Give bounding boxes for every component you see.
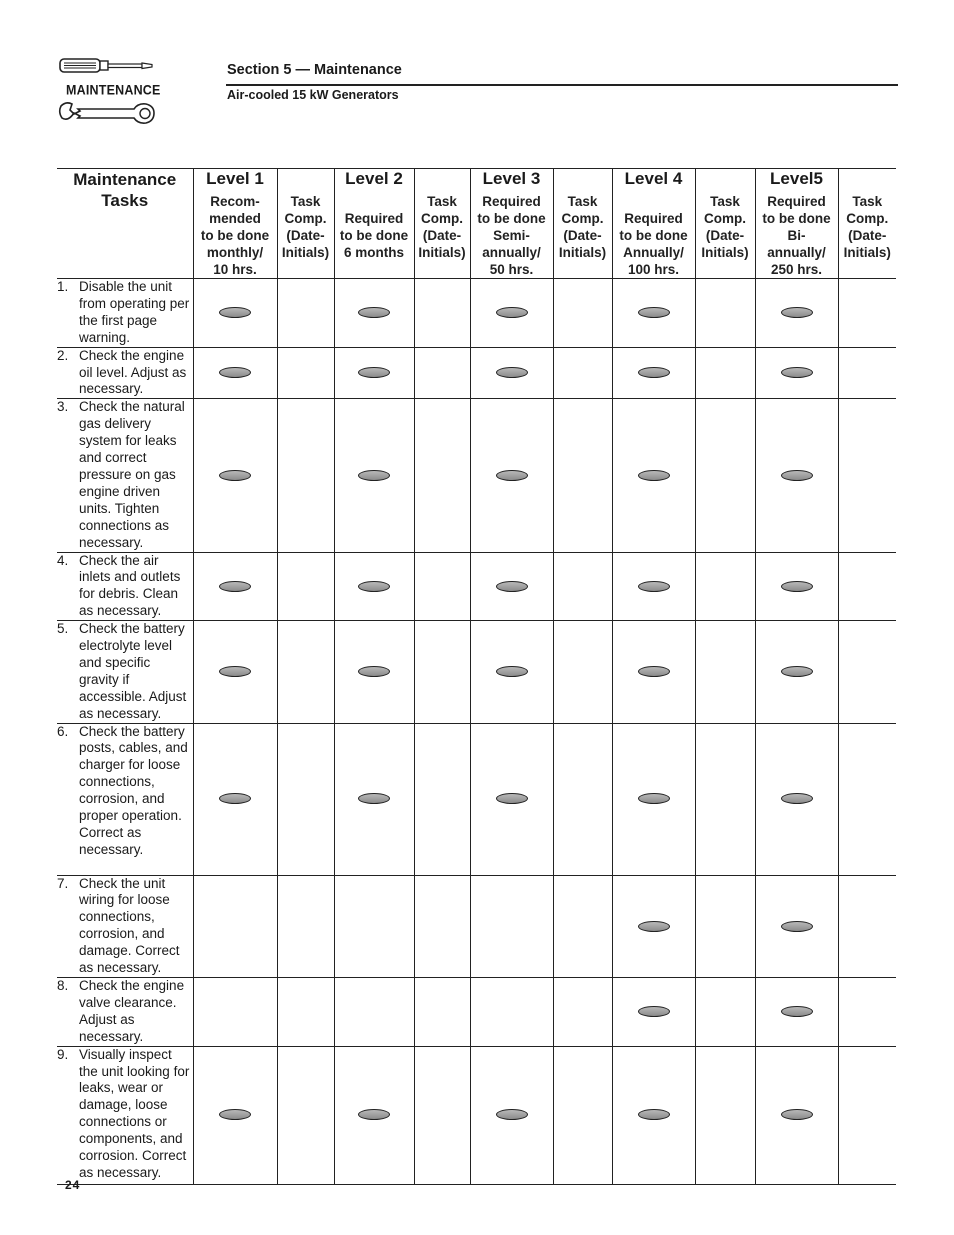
table-row: [57, 552, 896, 621]
task-completion-cell[interactable]: [277, 621, 334, 723]
level-4-header: [612, 169, 695, 279]
level-1-cell: [193, 621, 277, 723]
required-oval-icon: [781, 470, 813, 481]
required-oval-icon: [358, 666, 390, 677]
level-4-cell: [612, 552, 695, 621]
table-header-row: [57, 169, 896, 279]
task-completion-cell[interactable]: [277, 875, 334, 977]
task-completion-cell[interactable]: [414, 399, 470, 552]
required-oval-icon: [219, 307, 251, 318]
table-row: [57, 978, 896, 1047]
task-completion-cell[interactable]: [277, 723, 334, 875]
task-description: [57, 621, 193, 723]
task-text: Check the engine oil level. Adjust as necessary.: [79, 347, 187, 397]
task-completion-cell[interactable]: [838, 978, 896, 1047]
maintenance-tasks-label: Maintenance Tasks: [73, 170, 177, 210]
task-completion-cell[interactable]: [695, 1046, 755, 1184]
required-oval-icon: [638, 307, 670, 318]
page-number: 24: [65, 1178, 81, 1192]
table-row: [57, 279, 896, 348]
task-completion-cell[interactable]: [553, 552, 612, 621]
level-5-header: [755, 169, 838, 279]
level-title: Level 2: [345, 169, 403, 188]
task-number: 3.: [57, 399, 69, 415]
table-row: [57, 347, 896, 399]
level-1-cell: [193, 347, 277, 399]
level-5-cell: [755, 347, 838, 399]
required-oval-icon: [496, 1109, 528, 1120]
task-completion-cell[interactable]: [414, 723, 470, 875]
task-completion-cell[interactable]: [695, 723, 755, 875]
task-completion-cell[interactable]: [695, 978, 755, 1047]
required-oval-icon: [358, 470, 390, 481]
task-completion-cell[interactable]: [414, 621, 470, 723]
section-title: Section 5 — Maintenance: [227, 62, 402, 78]
required-oval-icon: [219, 793, 251, 804]
task-completion-cell[interactable]: [695, 552, 755, 621]
task-number: 6.: [57, 723, 69, 739]
required-oval-icon: [358, 1109, 390, 1120]
wrench-icon: [58, 100, 158, 128]
level-2-cell: [334, 723, 414, 875]
task-description: [57, 399, 193, 552]
level-3-cell: [470, 552, 553, 621]
level-interval-description: Required to be done Semi- annually/ 50 hrs.: [477, 194, 546, 277]
required-oval-icon: [219, 470, 251, 481]
task-completion-cell[interactable]: [553, 1046, 612, 1184]
required-oval-icon: [358, 307, 390, 318]
task-completion-cell[interactable]: [414, 279, 470, 348]
task-completion-cell[interactable]: [838, 279, 896, 348]
required-oval-icon: [781, 1006, 813, 1017]
required-oval-icon: [496, 793, 528, 804]
task-description: [57, 1046, 193, 1184]
level-1-cell: [193, 399, 277, 552]
task-completion-cell[interactable]: [277, 399, 334, 552]
level-3-cell: [470, 279, 553, 348]
level-3-header: [470, 169, 553, 279]
required-oval-icon: [358, 367, 390, 378]
level-5-cell: [755, 978, 838, 1047]
task-completion-header: [838, 169, 896, 279]
required-oval-icon: [638, 793, 670, 804]
task-completion-label: Task Comp. (Date- Initials): [281, 194, 330, 260]
level-1-cell: [193, 1046, 277, 1184]
level-4-cell: [612, 723, 695, 875]
level-4-cell: [612, 347, 695, 399]
task-description: [57, 279, 193, 348]
level-3-cell: [470, 1046, 553, 1184]
task-description: [57, 552, 193, 621]
task-completion-label: Task Comp. (Date- Initials): [418, 194, 466, 260]
level-1-header: [193, 169, 277, 279]
level-1-cell: [193, 875, 277, 977]
task-completion-header: [277, 169, 334, 279]
level-1-cell: [193, 978, 277, 1047]
screwdriver-icon: [58, 56, 158, 78]
level-3-cell: [470, 347, 553, 399]
required-oval-icon: [638, 1006, 670, 1017]
task-text: Disable the unit from operating per the first page warning.: [79, 279, 190, 345]
task-text: Visually inspect the unit looking for leaks, wear or damage, loose connections or components, and corrosion. Correct as necessary.: [79, 1046, 190, 1180]
task-number: 8.: [57, 978, 69, 993]
level-2-cell: [334, 552, 414, 621]
level-3-cell: [470, 723, 553, 875]
level-2-cell: [334, 875, 414, 977]
task-rows: [57, 279, 896, 1185]
required-oval-icon: [219, 581, 251, 592]
level-interval-description: Recom- mended to be done monthly/ 10 hrs.: [200, 194, 270, 277]
required-oval-icon: [358, 581, 390, 592]
task-completion-cell[interactable]: [695, 399, 755, 552]
task-completion-cell[interactable]: [277, 279, 334, 348]
task-text: Check the battery electrolyte level and specific gravity if accessible. Adjust as necessary.: [79, 621, 187, 721]
maintenance-schedule-table: [57, 168, 896, 1185]
level-interval-description: Required to be done Bi- annually/ 250 hrs.: [762, 194, 831, 277]
task-completion-cell[interactable]: [838, 875, 896, 977]
task-completion-cell[interactable]: [695, 875, 755, 977]
table-row: [57, 399, 896, 552]
task-completion-cell[interactable]: [553, 621, 612, 723]
level-3-cell: [470, 875, 553, 977]
maintenance-tasks-header: [57, 169, 193, 279]
level-5-cell: [755, 621, 838, 723]
level-4-cell: [612, 279, 695, 348]
task-completion-cell[interactable]: [553, 978, 612, 1047]
task-completion-header: [695, 169, 755, 279]
task-completion-cell[interactable]: [553, 399, 612, 552]
level-interval-description: Required to be done Annually/ 100 hrs.: [619, 211, 688, 277]
level-4-cell: [612, 1046, 695, 1184]
required-oval-icon: [638, 666, 670, 677]
required-oval-icon: [781, 367, 813, 378]
table-row: [57, 875, 896, 977]
level-2-cell: [334, 347, 414, 399]
task-text: Check the engine valve clearance. Adjust as necessary.: [79, 978, 185, 1044]
task-completion-cell[interactable]: [553, 875, 612, 977]
task-completion-cell[interactable]: [838, 723, 896, 875]
required-oval-icon: [781, 1109, 813, 1120]
level-title: Level5: [770, 169, 823, 188]
task-completion-cell[interactable]: [414, 347, 470, 399]
level-4-cell: [612, 978, 695, 1047]
task-completion-header: [414, 169, 470, 279]
required-oval-icon: [781, 921, 813, 932]
required-oval-icon: [219, 367, 251, 378]
required-oval-icon: [781, 307, 813, 318]
task-completion-cell[interactable]: [553, 723, 612, 875]
required-oval-icon: [638, 470, 670, 481]
level-5-cell: [755, 875, 838, 977]
task-completion-cell[interactable]: [277, 552, 334, 621]
level-interval-description: Required to be done 6 months: [339, 211, 409, 260]
level-3-cell: [470, 621, 553, 723]
required-oval-icon: [496, 470, 528, 481]
table-row: [57, 1046, 896, 1184]
required-oval-icon: [638, 921, 670, 932]
level-title: Level 1: [206, 169, 264, 188]
task-number: 4.: [57, 552, 69, 568]
task-completion-cell[interactable]: [553, 347, 612, 399]
required-oval-icon: [781, 666, 813, 677]
task-completion-cell[interactable]: [838, 399, 896, 552]
level-1-cell: [193, 279, 277, 348]
task-completion-cell[interactable]: [553, 279, 612, 348]
task-number: 9.: [57, 1046, 69, 1062]
level-title: Level 4: [624, 169, 683, 188]
task-completion-cell[interactable]: [838, 621, 896, 723]
task-completion-cell[interactable]: [414, 875, 470, 977]
task-completion-label: Task Comp. (Date- Initials): [558, 194, 607, 260]
required-oval-icon: [638, 367, 670, 378]
task-completion-cell[interactable]: [838, 347, 896, 399]
maintenance-logo: [58, 56, 161, 128]
level-5-cell: [755, 399, 838, 552]
required-oval-icon: [358, 793, 390, 804]
level-2-header: [334, 169, 414, 279]
task-completion-cell[interactable]: [838, 1046, 896, 1184]
level-5-cell: [755, 1046, 838, 1184]
required-oval-icon: [496, 581, 528, 592]
required-oval-icon: [638, 1109, 670, 1120]
logo-label: MAINTENANCE: [66, 82, 161, 98]
required-oval-icon: [781, 581, 813, 592]
task-completion-header: [553, 169, 612, 279]
task-completion-cell[interactable]: [838, 552, 896, 621]
task-description: [57, 347, 193, 399]
task-number: 7.: [57, 875, 69, 891]
task-completion-label: Task Comp. (Date- Initials): [701, 194, 749, 260]
level-2-cell: [334, 1046, 414, 1184]
table-row: [57, 723, 896, 875]
required-oval-icon: [219, 1109, 251, 1120]
header-divider: [226, 84, 898, 86]
task-number: 2.: [57, 347, 69, 363]
level-2-cell: [334, 978, 414, 1047]
task-completion-cell[interactable]: [414, 1046, 470, 1184]
required-oval-icon: [219, 666, 251, 677]
level-4-cell: [612, 621, 695, 723]
level-3-cell: [470, 978, 553, 1047]
task-description: [57, 978, 193, 1047]
level-3-cell: [470, 399, 553, 552]
level-1-cell: [193, 723, 277, 875]
level-4-cell: [612, 875, 695, 977]
level-5-cell: [755, 552, 838, 621]
level-2-cell: [334, 621, 414, 723]
task-completion-cell[interactable]: [414, 552, 470, 621]
task-text: Check the battery posts, cables, and charger for loose connections, corrosion, and proper operation. Correct as necessary.: [79, 723, 188, 857]
task-description: [57, 875, 193, 977]
level-1-cell: [193, 552, 277, 621]
task-completion-cell[interactable]: [277, 1046, 334, 1184]
task-number: 1.: [57, 279, 69, 294]
task-completion-label: Task Comp. (Date- Initials): [843, 194, 891, 260]
level-5-cell: [755, 723, 838, 875]
task-completion-cell[interactable]: [695, 347, 755, 399]
task-completion-cell[interactable]: [277, 978, 334, 1047]
level-4-cell: [612, 399, 695, 552]
required-oval-icon: [496, 307, 528, 318]
task-number: 5.: [57, 621, 69, 637]
document-subtitle: Air-cooled 15 kW Generators: [227, 88, 399, 102]
required-oval-icon: [781, 793, 813, 804]
task-text: Check the natural gas delivery system for leaks and correct pressure on gas engine driven units. Tighten connections as necessary.: [79, 399, 185, 550]
level-title: Level 3: [482, 169, 541, 188]
table-row: [57, 621, 896, 723]
required-oval-icon: [638, 581, 670, 592]
required-oval-icon: [496, 666, 528, 677]
task-text: Check the unit wiring for loose connections, corrosion, and damage. Correct as necessary.: [79, 875, 180, 976]
level-2-cell: [334, 279, 414, 348]
required-oval-icon: [496, 367, 528, 378]
task-description: [57, 723, 193, 875]
task-completion-cell[interactable]: [414, 978, 470, 1047]
task-completion-cell[interactable]: [695, 621, 755, 723]
task-completion-cell[interactable]: [695, 279, 755, 348]
task-completion-cell[interactable]: [277, 347, 334, 399]
level-5-cell: [755, 279, 838, 348]
level-2-cell: [334, 399, 414, 552]
task-text: Check the air inlets and outlets for debris. Clean as necessary.: [79, 552, 181, 619]
